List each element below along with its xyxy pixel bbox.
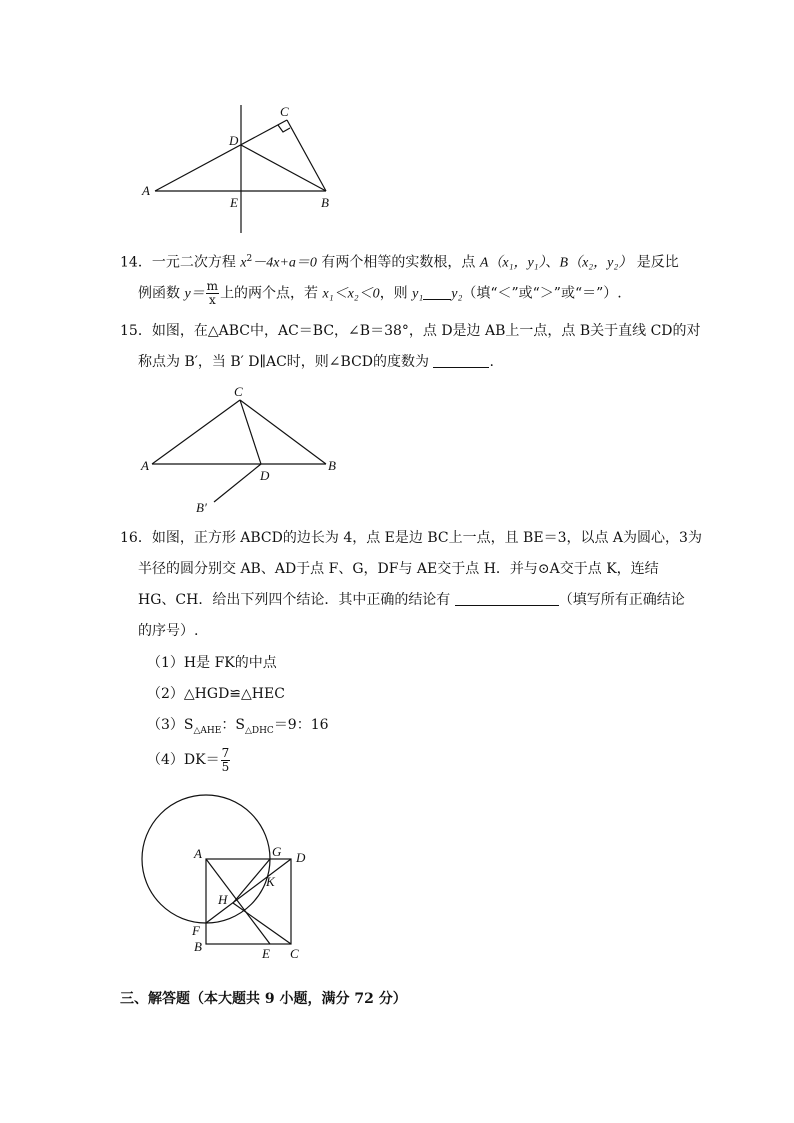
q15-line1: 15．如图，在△ABC中，AC＝BC，∠B＝38°，点 D是边 AB上一点，点 B关于直线 CD的对 bbox=[120, 323, 701, 339]
label-E: E bbox=[230, 195, 238, 210]
label-A: A bbox=[142, 183, 150, 198]
q16-line2: 半径的圆分别交 AB、AD于点 F、G，DF与 AE交于点 H．并与⊙A交于点 K，连结 bbox=[138, 561, 659, 577]
q16-option-2: （2）△HGD≌△HEC bbox=[147, 686, 285, 702]
q16-option-4: （4）DK＝ $\frac{7}{5}$ bbox=[147, 745, 230, 774]
label-A: A bbox=[141, 458, 149, 473]
q16-line4: 的序号）. bbox=[138, 623, 199, 639]
line-HC bbox=[233, 903, 291, 944]
q14-number: 14． bbox=[120, 254, 152, 271]
q16-fraction: $\frac{7}{5}$ bbox=[221, 745, 230, 774]
line-CB bbox=[240, 400, 326, 464]
label-B: B bbox=[321, 195, 329, 210]
line-AE bbox=[206, 859, 270, 944]
label-D: D bbox=[260, 468, 270, 483]
section-heading: 三、解答题（本大题共 9 小题，满分 72 分） bbox=[120, 991, 407, 1007]
figure-2-triangle bbox=[130, 380, 360, 520]
label-F: F bbox=[192, 923, 200, 938]
q16-option-3: $(3)S_{\triangle AHE}$：$S_{\triangle DHC}=9$：16 bbox=[147, 717, 329, 736]
line-DBprime bbox=[214, 464, 261, 502]
label-B: B bbox=[194, 939, 202, 954]
q14-eq-x: x bbox=[240, 255, 247, 271]
figure-3-square-circle bbox=[130, 790, 330, 970]
q14-point-A: A（x₁，y₁） bbox=[479, 255, 546, 271]
q14-point-B: B（x₂，y₂） bbox=[559, 255, 633, 271]
label-A: A bbox=[194, 846, 202, 861]
q14-line1: 14．一元二次方程 $x^2-4x+a=0$ 有两个相等的实数根，点 A（x₁，y₁）、B（x₂，y₂） 是反比 bbox=[120, 254, 679, 271]
line-AC bbox=[155, 120, 287, 191]
right-angle-mark bbox=[278, 125, 290, 132]
q16-line3: HG、CH．给出下列四个结论．其中正确的结论有 （填写所有正确结论 bbox=[138, 592, 685, 608]
line-HG bbox=[233, 859, 270, 903]
q14-y-eq: y＝ bbox=[184, 286, 205, 302]
label-G: G bbox=[272, 844, 282, 859]
q16-number: 16． bbox=[120, 530, 152, 546]
q14-line2: 例函数 y＝ $\frac{m}{x}$ 上的两个点，若 x₁＜x₂＜0，则 y₁ y₂（填“＜”或“＞”或“＝”）. bbox=[138, 279, 622, 307]
label-H: H bbox=[218, 892, 228, 907]
label-B-prime: B′ bbox=[196, 500, 207, 515]
q14-eq-rest: －4x+a＝0 bbox=[252, 255, 317, 271]
q16-option-1: （1）H是 FK的中点 bbox=[147, 655, 277, 671]
q14-answer-blank[interactable] bbox=[423, 285, 451, 300]
q14-condition: x₁＜x₂＜0 bbox=[322, 286, 380, 302]
q15-answer-blank[interactable] bbox=[433, 353, 489, 368]
label-B: B bbox=[328, 458, 336, 473]
label-C: C bbox=[234, 384, 243, 399]
q14-fraction: $\frac{m}{x}$ bbox=[206, 279, 219, 307]
label-C: C bbox=[290, 946, 299, 961]
q16-answer-blank[interactable] bbox=[455, 591, 559, 606]
label-K: K bbox=[266, 874, 275, 889]
line-AC bbox=[152, 400, 240, 464]
label-D: D bbox=[296, 850, 306, 865]
label-D: D bbox=[229, 133, 239, 148]
figure-1-triangle bbox=[130, 95, 350, 240]
q16-line1: 16．如图，正方形 ABCD的边长为 4，点 E是边 BC上一点，且 BE＝3，以点 A为圆心，3为 bbox=[120, 530, 702, 546]
label-E: E bbox=[262, 946, 270, 961]
q15-line2: 称点为 B′，当 B′ D∥AC时，则∠BCD的度数为 . bbox=[138, 354, 494, 370]
q15-number: 15． bbox=[120, 323, 152, 339]
line-CD bbox=[240, 400, 261, 464]
label-C: C bbox=[280, 104, 289, 119]
